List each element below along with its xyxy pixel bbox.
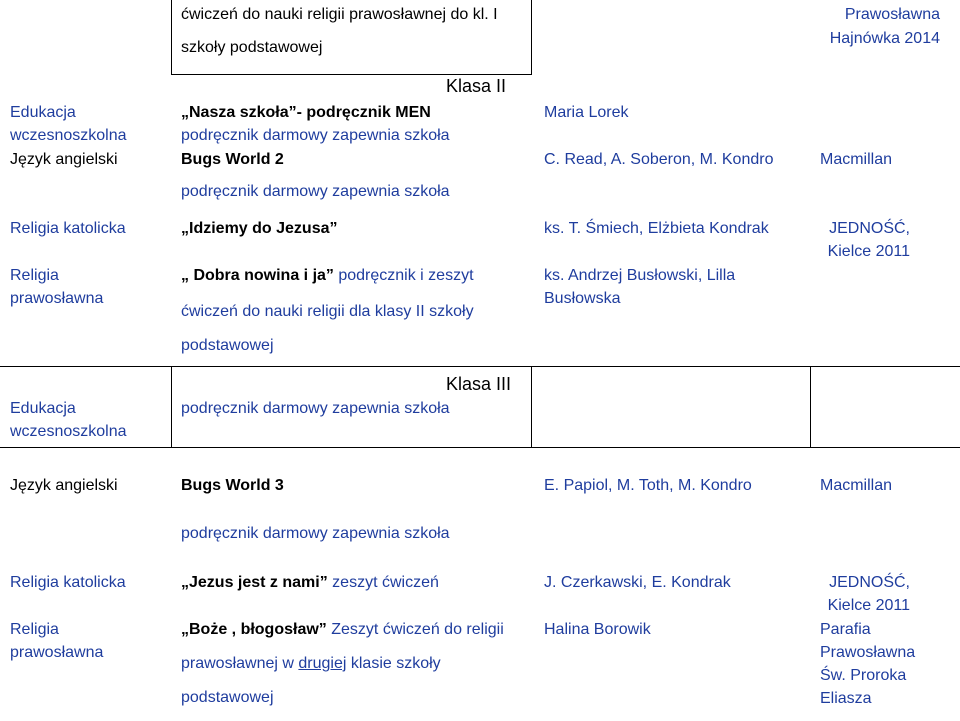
k3-praw-line2-underlined: drugiej	[298, 655, 347, 672]
k2-kat-publisher-1: JEDNOŚĆ,	[829, 220, 910, 237]
k2-kat-subject: Religia katolicka	[10, 220, 126, 237]
k2-praw-line3: podstawowej	[181, 337, 274, 354]
column-divider-top-left	[171, 0, 172, 74]
column-divider-klasa3-2	[531, 366, 532, 448]
k2-kat-publisher-2: Kielce 2011	[827, 243, 910, 260]
k3-eng-note: podręcznik darmowy zapewnia szkoła	[181, 525, 450, 542]
k3-kat-title-rest: zeszyt ćwiczeń	[332, 574, 439, 591]
column-divider-top-right	[531, 0, 532, 74]
k2-edu-author: Maria Lorek	[544, 104, 629, 121]
k2-eng-publisher: Macmillan	[820, 151, 893, 168]
k3-praw-title-rest: Zeszyt ćwiczeń do religii	[331, 621, 504, 638]
k3-eng-subject: Język angielski	[10, 477, 118, 494]
top-publisher-line1: Prawosławna	[844, 6, 940, 23]
top-publisher-line2: Hajnówka 2014	[829, 30, 940, 47]
k2-praw-subject-2: prawosławna	[10, 290, 104, 307]
k2-praw-title: „ Dobra nowina i ja”	[181, 267, 334, 284]
k2-edu-title: „Nasza szkoła”- podręcznik MEN	[181, 104, 431, 121]
k3-eng-publisher: Macmillan	[820, 477, 893, 494]
k3-praw-publisher-2: Prawosławna	[820, 644, 916, 661]
k3-praw-title-line	[181, 620, 504, 640]
k3-praw-publisher-1: Parafia	[820, 621, 871, 638]
k3-eng-title: Bugs World 3	[181, 477, 284, 494]
k2-praw-title-line	[181, 266, 474, 286]
k2-edu-subject-1: Edukacja	[10, 104, 76, 121]
row-divider-top	[171, 74, 532, 75]
k3-kat-author: J. Czerkawski, E. Kondrak	[544, 574, 731, 591]
k2-kat-title: „Idziemy do Jezusa”	[181, 220, 338, 237]
k2-praw-author-2: Busłowska	[544, 290, 621, 307]
k3-praw-publisher-3: Św. Proroka	[820, 667, 907, 684]
k3-praw-line2-b: klasie szkoły	[346, 655, 441, 672]
k3-eng-author: E. Papiol, M. Toth, M. Kondro	[544, 477, 752, 494]
column-divider-klasa3-3	[810, 366, 811, 448]
k3-praw-publisher-4: Eliasza	[820, 690, 872, 707]
k3-praw-subject-2: prawosławna	[10, 644, 104, 661]
k2-praw-author-1: ks. Andrzej Busłowski, Lilla	[544, 267, 736, 284]
k3-praw-line3: podstawowej	[181, 689, 274, 706]
k3-praw-subject-1: Religia	[10, 621, 59, 638]
k2-praw-title-rest: podręcznik i zeszyt	[338, 267, 474, 284]
k2-edu-subject-2: wczesnoszkolna	[10, 127, 127, 144]
k2-eng-subject: Język angielski	[10, 151, 118, 168]
k2-praw-subject-1: Religia	[10, 267, 59, 284]
k2-eng-author: C. Read, A. Soberon, M. Kondro	[544, 151, 774, 168]
klasa2-heading: Klasa II	[446, 76, 507, 96]
top-cont-line2: szkoły podstawowej	[181, 39, 323, 56]
row-divider-mid	[0, 366, 960, 367]
k3-praw-title: „Boże , błogosław”	[181, 621, 327, 638]
klasa3-heading: Klasa III	[446, 374, 512, 394]
k2-eng-note: podręcznik darmowy zapewnia szkoła	[181, 183, 450, 200]
k3-praw-author: Halina Borowik	[544, 621, 651, 638]
k3-kat-subject: Religia katolicka	[10, 574, 126, 591]
k2-eng-title: Bugs World 2	[181, 151, 284, 168]
k3-praw-line2-a: prawosławnej w	[181, 655, 299, 672]
k3-kat-title: „Jezus jest z nami”	[181, 574, 328, 591]
k3-edu-subject-2: wczesnoszkolna	[10, 423, 127, 440]
k3-kat-title-line	[181, 573, 439, 593]
k2-praw-line2: ćwiczeń do nauki religii dla klasy II szkoły	[181, 303, 474, 320]
k3-kat-publisher-1: JEDNOŚĆ,	[829, 574, 910, 591]
top-cont-line1: ćwiczeń do nauki religii prawosławnej do kl. I	[181, 6, 498, 23]
k2-kat-author: ks. T. Śmiech, Elżbieta Kondrak	[544, 220, 769, 237]
k3-kat-publisher-2: Kielce 2011	[827, 597, 910, 614]
k3-praw-line2	[181, 654, 441, 674]
column-divider-klasa3-1	[171, 366, 172, 448]
k3-edu-note: podręcznik darmowy zapewnia szkoła	[181, 400, 450, 417]
k2-edu-note: podręcznik darmowy zapewnia szkoła	[181, 127, 450, 144]
k3-edu-subject-1: Edukacja	[10, 400, 76, 417]
row-divider-bottom	[0, 447, 960, 448]
